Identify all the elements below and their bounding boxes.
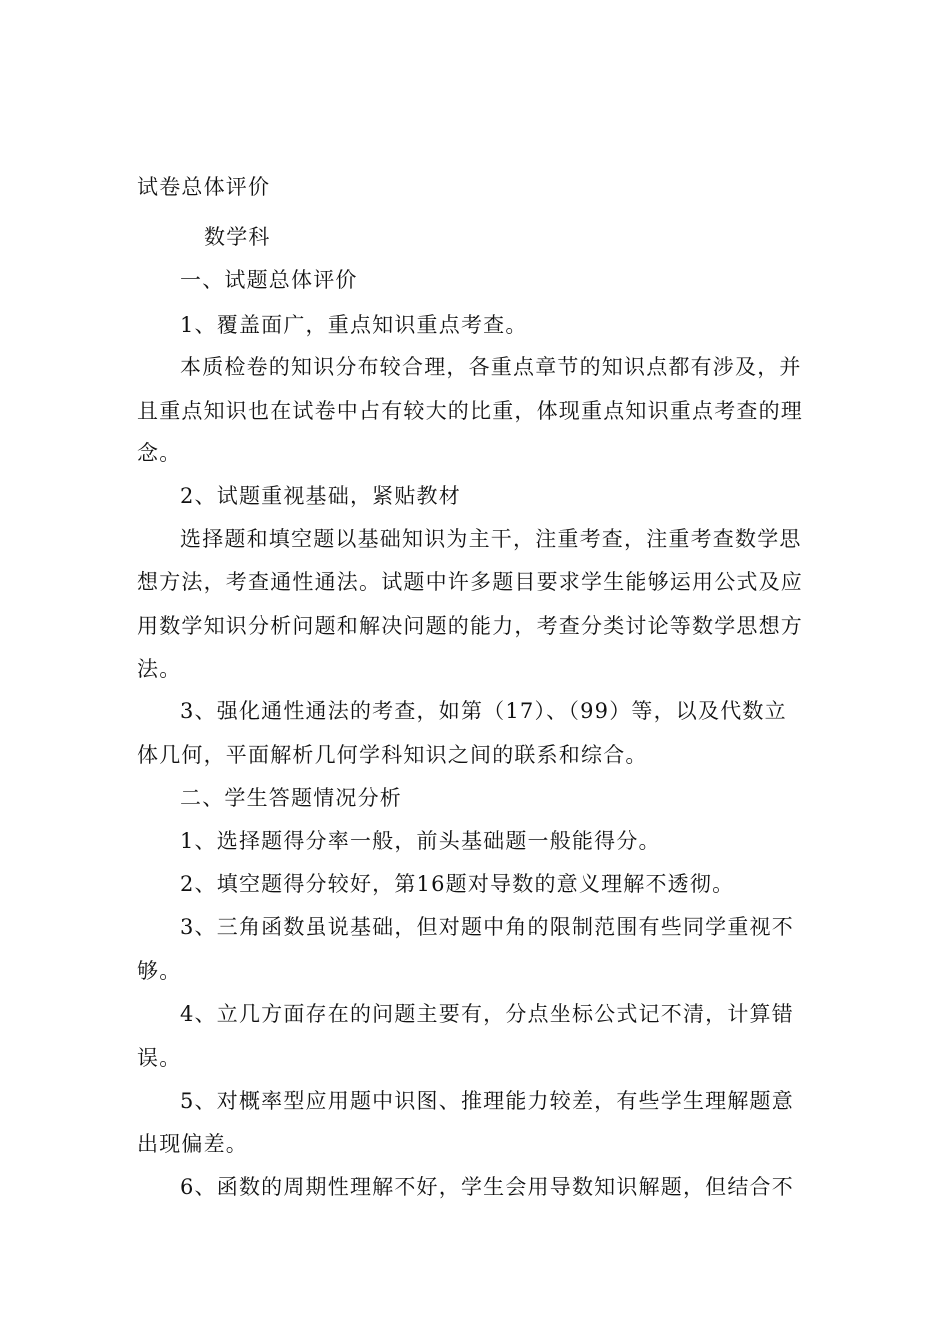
section-heading-1: 一、试题总体评价 [180, 268, 358, 292]
analysis-line: 5、对概率型应用题中识图、推理能力较差，有些学生理解题意 [180, 1089, 794, 1113]
paragraph-line: 体几何，平面解析几何学科知识之间的联系和综合。 [137, 743, 648, 767]
paragraph-line: 想方法，考查通性通法。试题中许多题目要求学生能够运用公式及应 [137, 570, 803, 594]
paragraph-line: 且重点知识也在试卷中占有较大的比重，体现重点知识重点考查的理 [137, 399, 803, 423]
analysis-line: 2、填空题得分较好，第16题对导数的意义理解不透彻。 [180, 872, 735, 896]
analysis-line: 误。 [137, 1046, 182, 1070]
paragraph-line: 法。 [137, 657, 182, 681]
subject-heading: 数学科 [204, 225, 271, 249]
analysis-line: 够。 [137, 959, 182, 983]
analysis-line: 出现偏差。 [137, 1132, 248, 1156]
paragraph-line: 选择题和填空题以基础知识为主干，注重考查，注重考查数学思 [180, 527, 802, 551]
document-title: 试卷总体评价 [137, 175, 271, 199]
analysis-line: 4、立几方面存在的问题主要有，分点坐标公式记不清，计算错 [180, 1002, 794, 1026]
analysis-line: 3、三角函数虽说基础，但对题中角的限制范围有些同学重视不 [180, 915, 794, 939]
item-heading-2: 2、试题重视基础，紧贴教材 [180, 484, 461, 508]
paragraph-line: 3、强化通性通法的考查，如第（17）、（99）等，以及代数立 [180, 699, 787, 723]
paragraph-line: 本质检卷的知识分布较合理，各重点章节的知识点都有涉及，并 [180, 355, 802, 379]
section-heading-2: 二、学生答题情况分析 [180, 786, 402, 810]
analysis-line: 6、函数的周期性理解不好，学生会用导数知识解题，但结合不 [180, 1175, 794, 1199]
paragraph-line: 用数学知识分析问题和解决问题的能力，考查分类讨论等数学思想方 [137, 614, 803, 638]
paragraph-line: 念。 [137, 441, 182, 465]
item-heading-1: 1、覆盖面广，重点知识重点考查。 [180, 313, 528, 337]
analysis-line: 1、选择题得分率一般，前头基础题一般能得分。 [180, 829, 661, 853]
